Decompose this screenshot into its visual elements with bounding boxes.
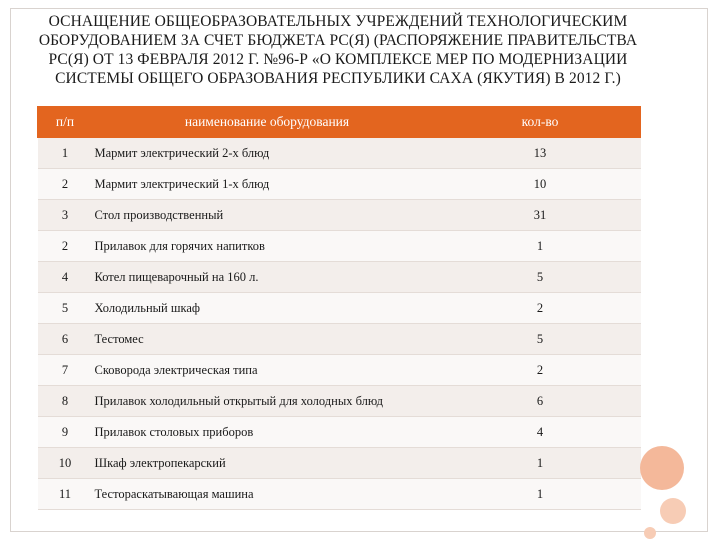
table-row (38, 324, 641, 355)
row-quantity: 2 (440, 293, 641, 324)
row-equipment-name: Холодильный шкаф (93, 293, 440, 324)
row-equipment-name: Прилавок холодильный открытый для холодных блюд (93, 386, 440, 417)
row-quantity: 1 (440, 231, 641, 262)
row-equipment-name: Мармит электрический 2-х блюд (93, 138, 440, 169)
row-quantity: 13 (440, 138, 641, 169)
row-quantity: 5 (440, 262, 641, 293)
header-number: п/п (38, 107, 93, 138)
row-number: 8 (38, 386, 93, 417)
row-quantity: 4 (440, 417, 641, 448)
table-row (38, 417, 641, 448)
row-quantity: 6 (440, 386, 641, 417)
table-header-row (38, 107, 641, 138)
row-quantity: 2 (440, 355, 641, 386)
row-number: 3 (38, 200, 93, 231)
row-equipment-name: Мармит электрический 1-х блюд (93, 169, 440, 200)
row-number: 7 (38, 355, 93, 386)
slide-title: ОСНАЩЕНИЕ ОБЩЕОБРАЗОВАТЕЛЬНЫХ УЧРЕЖДЕНИЙ ТЕХНОЛОГИЧЕСКИМ ОБОРУДОВАНИЕМ ЗА СЧЕТ БЮДЖЕТА РС(Я) (РАСПОРЯЖЕНИЕ ПРАВИТЕЛЬСТВА РС(Я) ОТ 13 ФЕВРАЛЯ 2012 Г. №96-Р «О КОМПЛЕКСЕ МЕР ПО МОДЕРНИЗАЦИИ СИСТЕМЫ ОБЩЕГО ОБРАЗОВАНИЯ РЕСПУБЛИКИ САХА (ЯКУТИЯ) В 2012 Г.) (38, 13, 638, 87)
row-number: 1 (38, 138, 93, 169)
row-number: 5 (38, 293, 93, 324)
table-row (38, 293, 641, 324)
header-equipment-name: наименование оборудования (93, 107, 440, 138)
row-quantity: 1 (440, 479, 641, 510)
table-row (38, 448, 641, 479)
row-equipment-name: Тестомес (93, 324, 440, 355)
row-number: 2 (38, 169, 93, 200)
table-row (38, 355, 641, 386)
row-equipment-name: Прилавок столовых приборов (93, 417, 440, 448)
row-number: 4 (38, 262, 93, 293)
table-row (38, 386, 641, 417)
row-equipment-name: Тестораскатывающая машина (93, 479, 440, 510)
row-equipment-name: Стол производственный (93, 200, 440, 231)
row-number: 6 (38, 324, 93, 355)
header-quantity: кол-во (440, 107, 641, 138)
row-equipment-name: Прилавок для горячих напитков (93, 231, 440, 262)
equipment-table (37, 106, 641, 510)
row-equipment-name: Котел пищеварочный на 160 л. (93, 262, 440, 293)
row-number: 9 (38, 417, 93, 448)
row-equipment-name: Сковорода электрическая типа (93, 355, 440, 386)
row-quantity: 1 (440, 448, 641, 479)
decorative-circle-medium (660, 498, 686, 524)
row-quantity: 5 (440, 324, 641, 355)
row-number: 10 (38, 448, 93, 479)
table-row (38, 169, 641, 200)
row-quantity: 31 (440, 200, 641, 231)
table-row (38, 262, 641, 293)
table-row (38, 479, 641, 510)
table-row (38, 200, 641, 231)
row-equipment-name: Шкаф электропекарский (93, 448, 440, 479)
decorative-circle-large (640, 446, 684, 490)
decorative-circle-small (644, 527, 656, 539)
row-number: 2 (38, 231, 93, 262)
row-number: 11 (38, 479, 93, 510)
table-row (38, 138, 641, 169)
table-row (38, 231, 641, 262)
row-quantity: 10 (440, 169, 641, 200)
